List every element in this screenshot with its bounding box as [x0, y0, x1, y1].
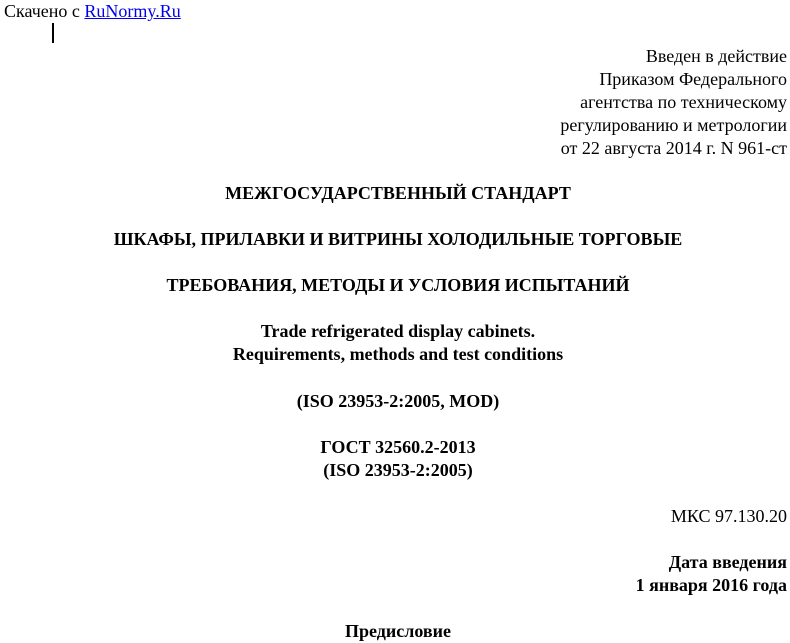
text-cursor	[52, 23, 54, 43]
runormy-link[interactable]: RuNormy.Ru	[84, 1, 181, 21]
source-prefix: Скачено с	[4, 1, 85, 21]
decree-block	[560, 45, 787, 160]
title-en-line1: Trade refrigerated display cabinets.	[260, 321, 536, 341]
source-line	[4, 0, 181, 23]
title-ru-line2: ТРЕБОВАНИЯ, МЕТОДЫ И УСЛОВИЯ ИСПЫТАНИЙ	[166, 275, 630, 295]
decree-line: агентства по техническому	[580, 92, 787, 112]
gost-iso-reference: (ISO 23953-2:2005)	[323, 460, 473, 480]
foreword-heading: Предисловие	[345, 621, 451, 641]
decree-line: Приказом Федерального	[599, 69, 787, 89]
intro-date-value: 1 января 2016 года	[635, 575, 787, 595]
title-en-line2: Requirements, methods and test conditions	[232, 344, 564, 364]
decree-line: регулированию и метрологии	[560, 115, 787, 135]
iso-reference: (ISO 23953-2:2005, MOD)	[296, 391, 500, 411]
standard-type-heading: МЕЖГОСУДАРСТВЕННЫЙ СТАНДАРТ	[225, 183, 571, 203]
gost-number: ГОСТ 32560.2-2013	[320, 437, 476, 457]
mks-code: МКС 97.130.20	[670, 506, 787, 526]
decree-line: от 22 августа 2014 г. N 961-ст	[560, 138, 787, 158]
decree-line: Введен в действие	[645, 46, 787, 66]
title-ru-line1: ШКАФЫ, ПРИЛАВКИ И ВИТРИНЫ ХОЛОДИЛЬНЫЕ ТОРГОВЫЕ	[113, 229, 683, 249]
intro-date-label: Дата введения	[668, 552, 787, 572]
